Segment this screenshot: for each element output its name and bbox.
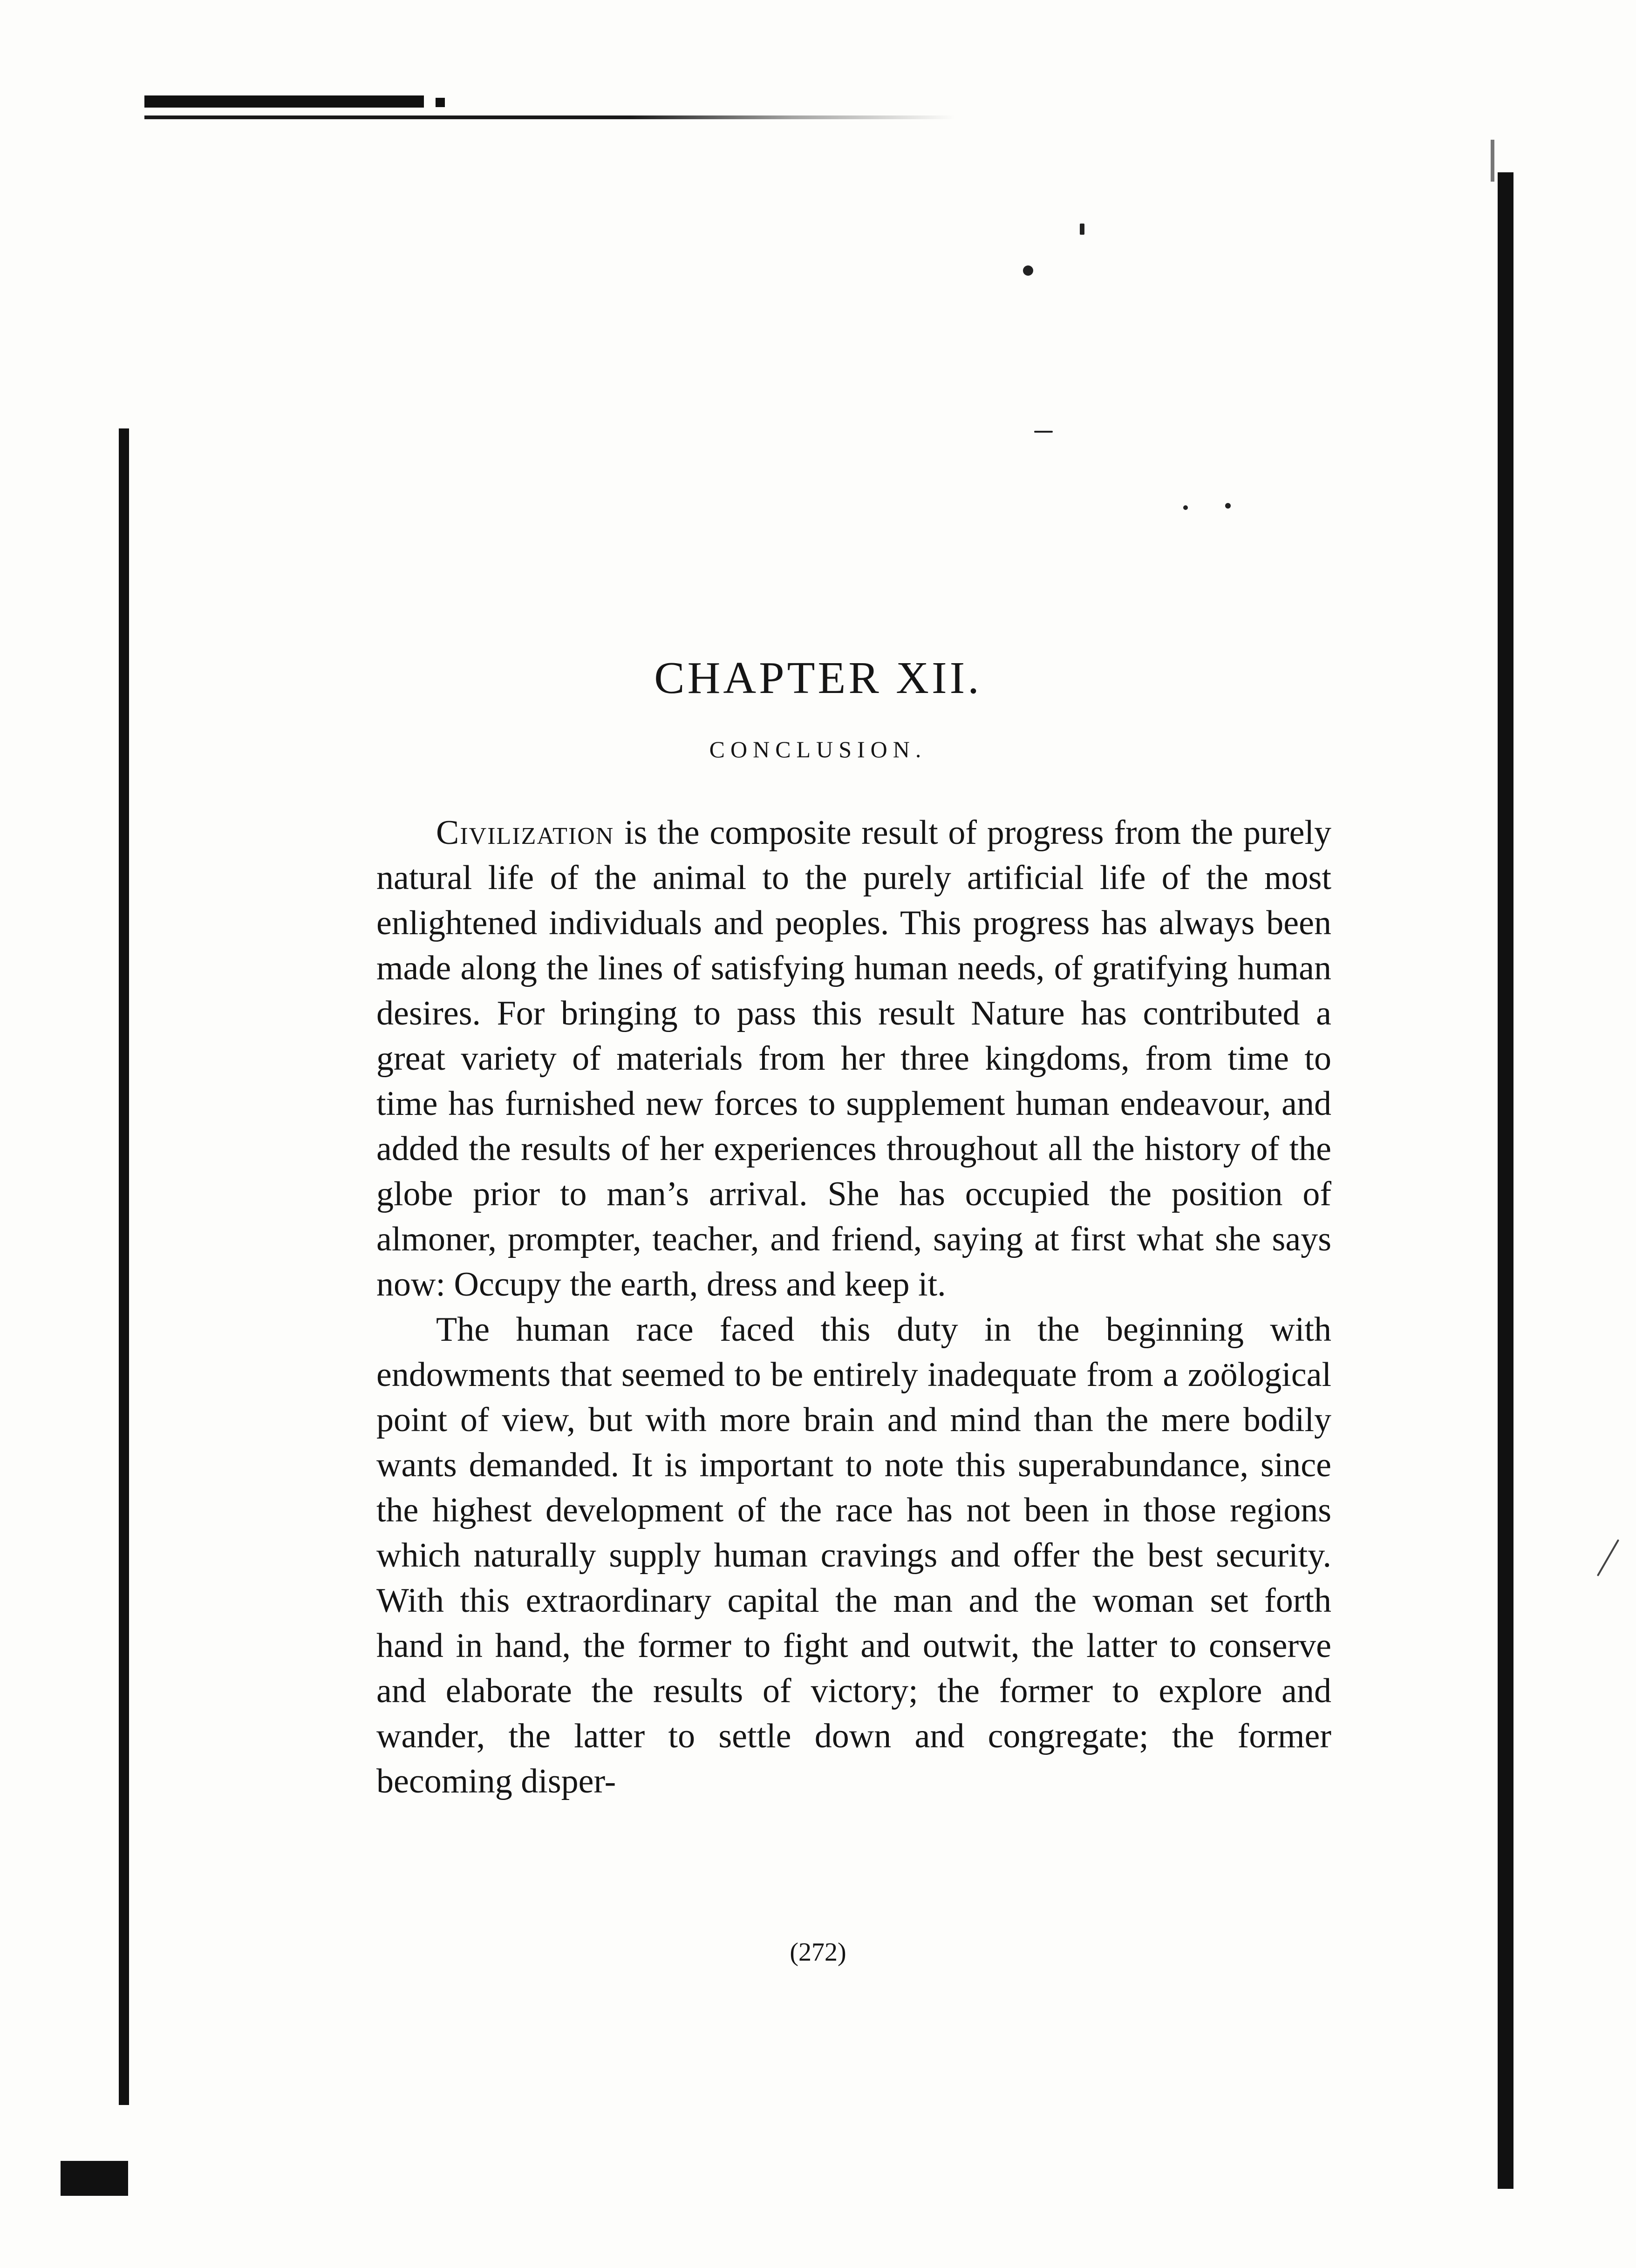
scan-speck — [1597, 1539, 1619, 1576]
scan-speck — [1183, 505, 1188, 510]
paragraph-1 — [376, 810, 1331, 1307]
page-number: (272) — [790, 1938, 846, 1967]
chapter-subheading: CONCLUSION. — [709, 736, 927, 762]
paragraph-text: The human race faced this duty in the beginning with endowments that seemed to be entirely inadequate from a zoölogical point of view, but with more brain and mind than the mere bodily wants demanded. It is important to note this superabundance, since the highest development of the race has not been in those regions which naturally supply human cravings and offer the best security. With this extraordinary capital the man and the woman set forth hand in hand, the former to fight and outwit, the latter to conserve and elaborate the results of victory; the former to explore and wander, the latter to settle down and congregate; the former becoming disper- — [376, 1311, 1331, 1800]
scan-speck — [1034, 431, 1053, 433]
scan-edge-top-mark — [436, 98, 445, 107]
scan-edge-left-foot — [61, 2161, 128, 2196]
scan-edge-top — [144, 95, 424, 108]
paragraph-text: is the composite result of progress from the purely natural life of the animal to the purely artificial life of the most enlightened individuals and peoples. This progress has always been made along the lines of satisfying human needs, of gratifying human desires. For bringing to pass this result Nature has contributed a great variety of materials from her three kingdoms, from time to time has furnished new forces to supplement human endeavour, and added the results of her experiences throughout all the history of the globe prior to man’s arrival. She has occupied the position of almoner, prompter, teacher, and friend, saying at first what she says now: Occupy the earth, dress and keep it. — [376, 814, 1331, 1304]
scan-top-rule — [144, 115, 955, 119]
paragraph-2 — [376, 1307, 1331, 1804]
scan-edge-right-thin — [1491, 140, 1494, 182]
scan-speck — [1225, 503, 1231, 509]
scan-speck — [1080, 224, 1084, 235]
body-text — [376, 810, 1331, 1804]
paragraph-lead-word: Civilization — [436, 814, 614, 852]
chapter-heading: CHAPTER XII. — [654, 653, 982, 703]
scan-speck — [1023, 265, 1033, 276]
scan-edge-right — [1498, 172, 1513, 2189]
